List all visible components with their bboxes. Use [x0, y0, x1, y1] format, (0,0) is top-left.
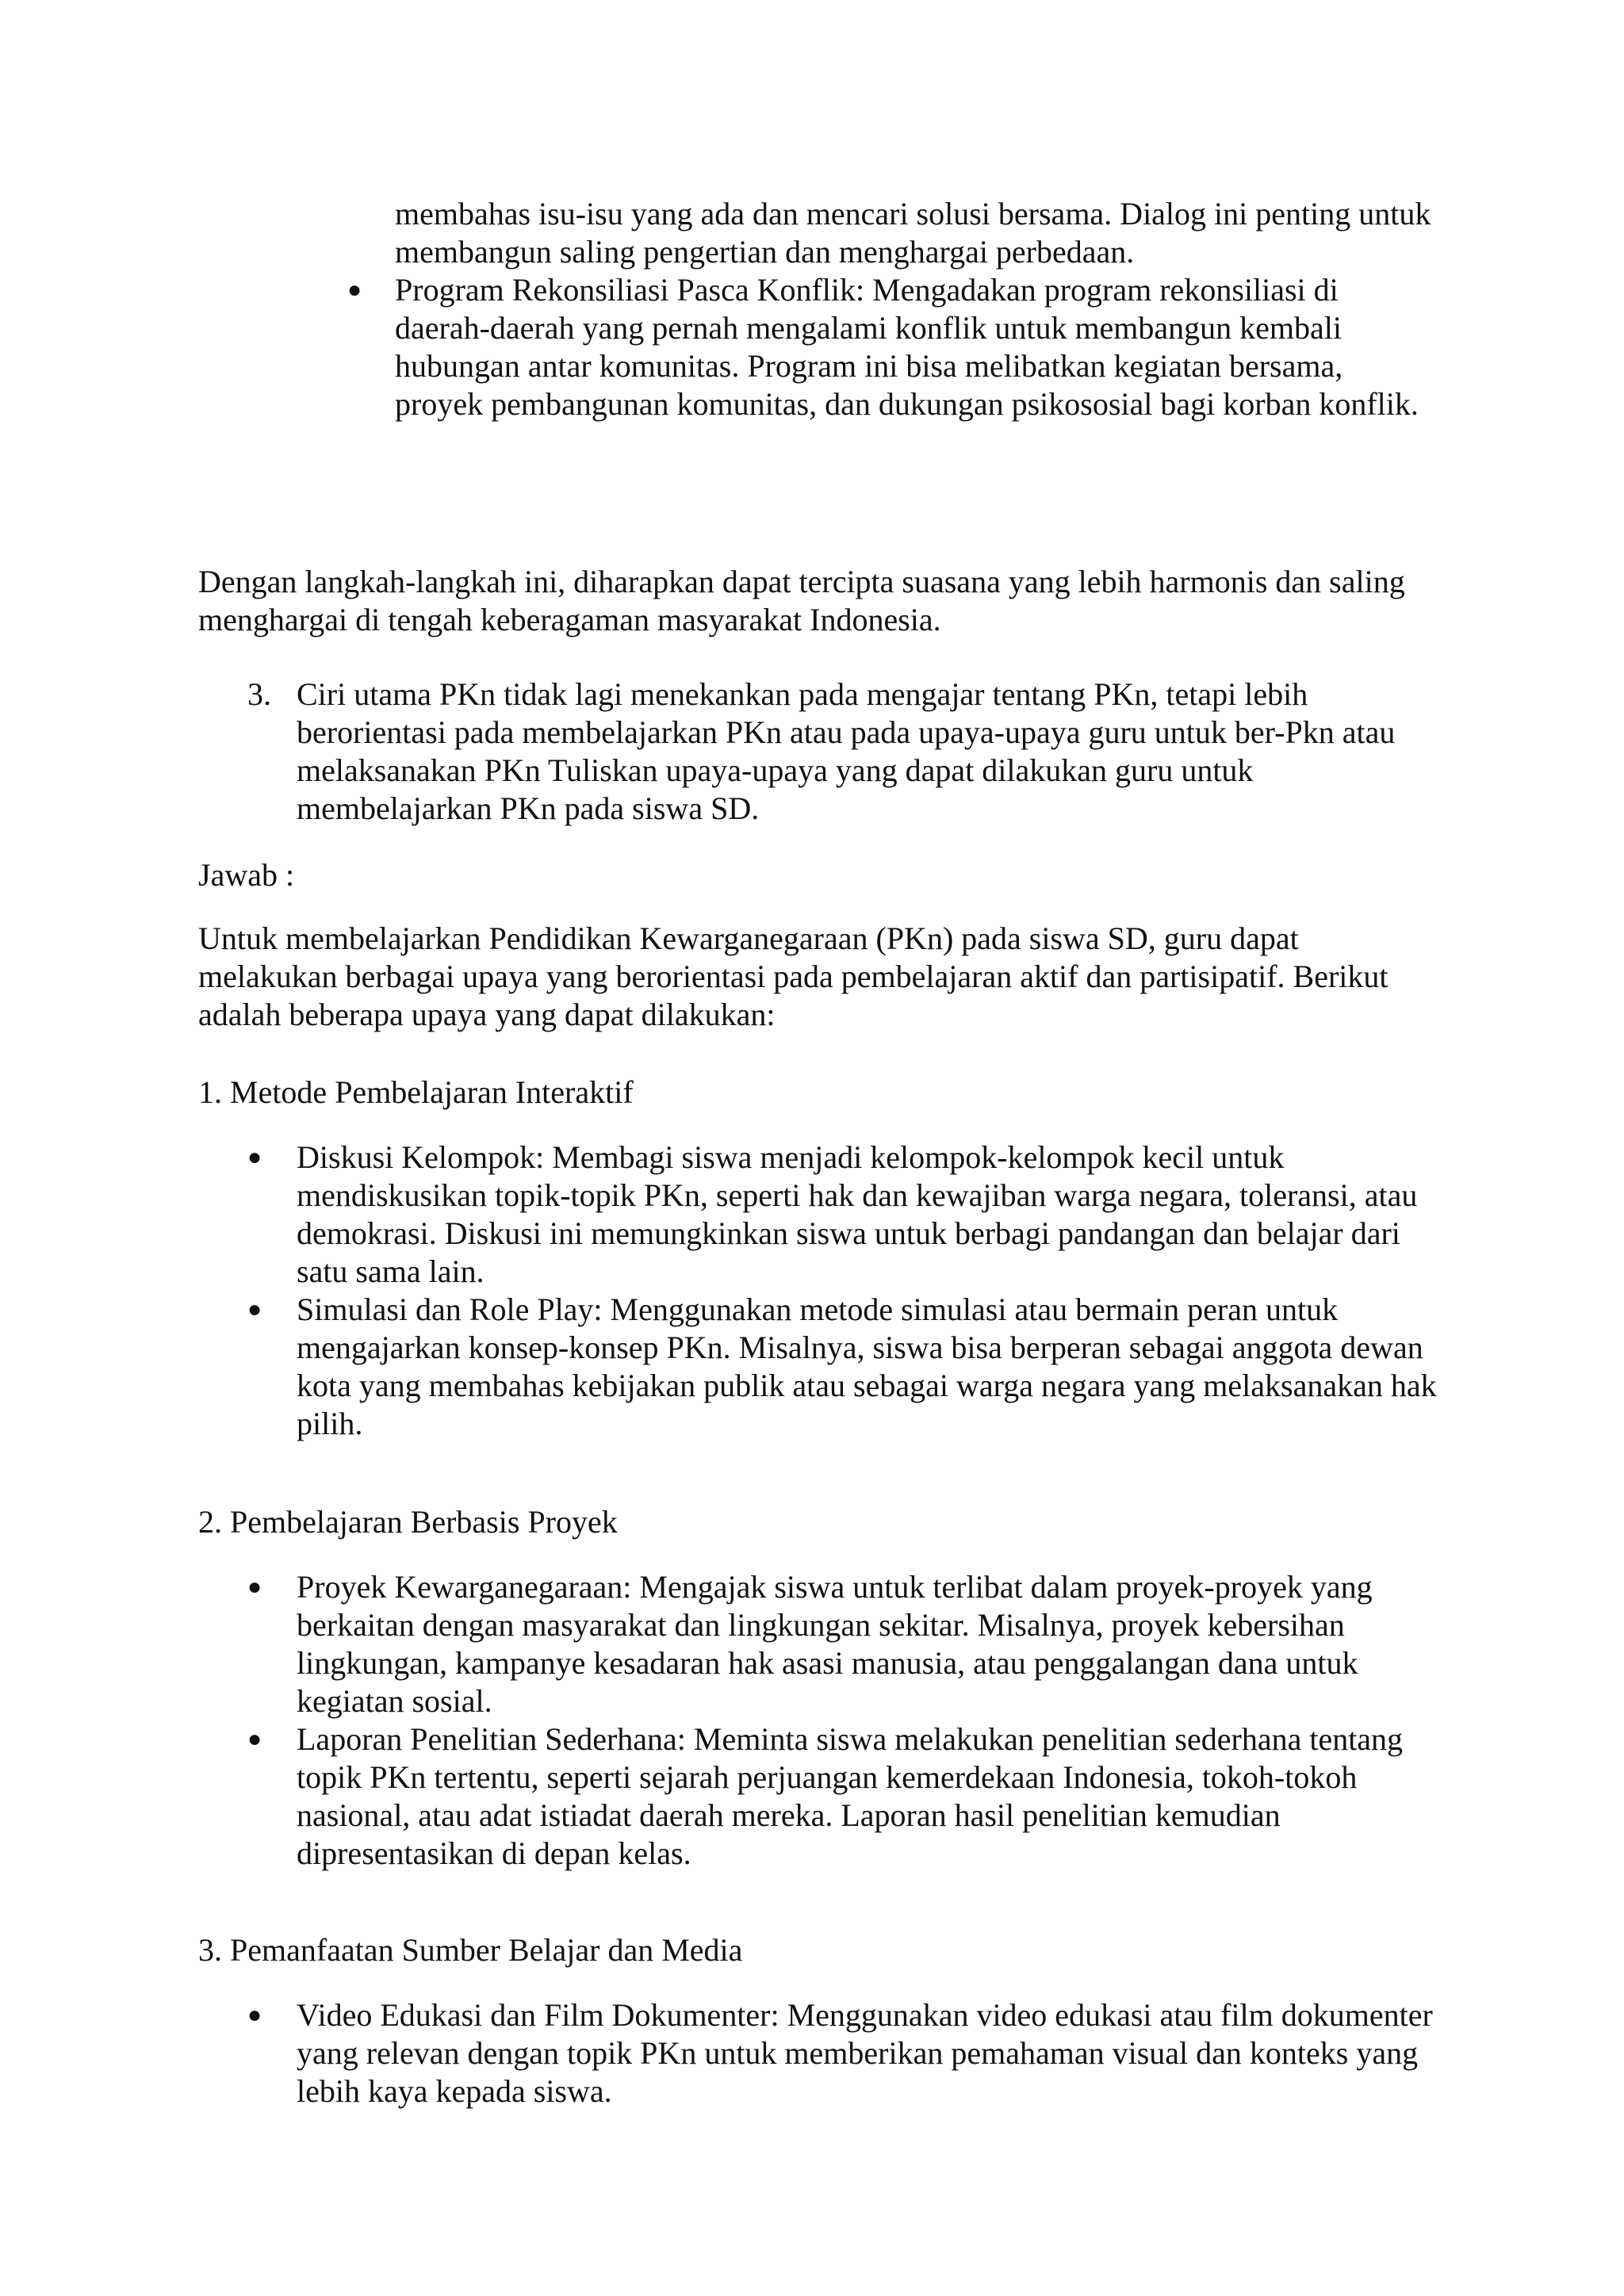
top-list: [347, 195, 1434, 423]
list-item-text: Simulasi dan Role Play: Menggunakan metode simulasi atau bermain peran untuk mengajarkan konsep-konsep PKn. Misalnya, siswa bisa berperan sebagai anggota dewan kota yang membahas kebijakan publik atau sebagai warga negara yang melaksanakan hak pilih.: [297, 1292, 1437, 1441]
intro-paragraph: Untuk membelajarkan Pendidikan Kewarganegaraan (PKn) pada siswa SD, guru dapat melakukan berbagai upaya yang berorientasi pada pembelajaran aktif dan partisipatif. Berikut adalah beberapa upaya yang dapat dilakukan:: [198, 920, 1388, 1032]
list-item: [247, 1291, 1446, 1443]
section-heading: 2. Pembelajaran Berbasis Proyek: [198, 1504, 618, 1540]
section-list: [247, 1996, 1446, 2110]
list-item: [247, 1138, 1446, 1291]
bullet-icon: ●: [347, 277, 362, 303]
list-item-text: Video Edukasi dan Film Dokumenter: Menggunakan video edukasi atau film dokumenter yang relevan dengan topik PKn untuk memberikan pemahaman visual dan konteks yang lebih kaya kepada siswa.: [297, 1997, 1433, 2109]
bullet-icon: ●: [247, 2002, 262, 2028]
section-heading: 1. Metode Pembelajaran Interaktif: [198, 1074, 634, 1110]
bullet-icon: ●: [247, 1726, 262, 1752]
list-item: [247, 1568, 1446, 1720]
list-item: [247, 1720, 1446, 1873]
list-item-text: Diskusi Kelompok: Membagi siswa menjadi kelompok-kelompok kecil untuk mendiskusikan topik-topik PKn, seperti hak dan kewajiban warga negara, toleransi, atau demokrasi. Diskusi ini memungkinkan siswa untuk berbagi pandangan dan belajar dari satu sama lain.: [297, 1139, 1418, 1289]
list-item-continuation: membahas isu-isu yang ada dan mencari solusi bersama. Dialog ini penting untuk membangun saling pengertian dan menghargai perbedaan.: [395, 196, 1431, 270]
list-item-text: Program Rekonsiliasi Pasca Konflik: Mengadakan program rekonsiliasi di daerah-daerah yang pernah mengalami konflik untuk membangun kembali hubungan antar komunitas. Program ini bisa melibatkan kegiatan bersama, proyek pembangunan komunitas, dan dukungan psikososial bagi korban konflik.: [395, 272, 1419, 422]
section-list: [247, 1568, 1446, 1873]
list-item: [347, 271, 1434, 423]
bullet-icon: ●: [247, 1574, 262, 1600]
list-item: [247, 1996, 1446, 2110]
question-number: 3.: [247, 676, 271, 712]
bullet-icon: ●: [247, 1296, 262, 1322]
list-item-text: Laporan Penelitian Sederhana: Meminta siswa melakukan penelitian sederhana tentang topik PKn tertentu, seperti sejarah perjuangan kemerdekaan Indonesia, tokoh-tokoh nasional, atau adat istiadat daerah mereka. Laporan hasil penelitian kemudian dipresentasikan di depan kelas.: [297, 1721, 1404, 1871]
answer-label: Jawab :: [198, 857, 295, 893]
section-heading: 3. Pemanfaatan Sumber Belajar dan Media: [198, 1932, 743, 1968]
list-item-text: Proyek Kewarganegaraan: Mengajak siswa untuk terlibat dalam proyek-proyek yang berkaitan dengan masyarakat dan lingkungan sekitar. Misalnya, proyek kebersihan lingkungan, kampanye kesadaran hak asasi manusia, atau penggalangan dana untuk kegiatan sosial.: [297, 1569, 1373, 1719]
bullet-icon: ●: [247, 1144, 262, 1170]
conclusion-paragraph: Dengan langkah-langkah ini, diharapkan dapat tercipta suasana yang lebih harmonis dan saling menghargai di tengah keberagaman masyarakat Indonesia.: [198, 564, 1405, 637]
question-text: Ciri utama PKn tidak lagi menekankan pada mengajar tentang PKn, tetapi lebih berorientasi pada membelajarkan PKn atau pada upaya-upaya guru untuk ber-Pkn atau melaksanakan PKn Tuliskan upaya-upaya yang dapat dilakukan guru untuk membelajarkan PKn pada siswa SD.: [297, 676, 1396, 826]
question-item: [198, 675, 1435, 828]
section-list: [247, 1138, 1446, 1443]
